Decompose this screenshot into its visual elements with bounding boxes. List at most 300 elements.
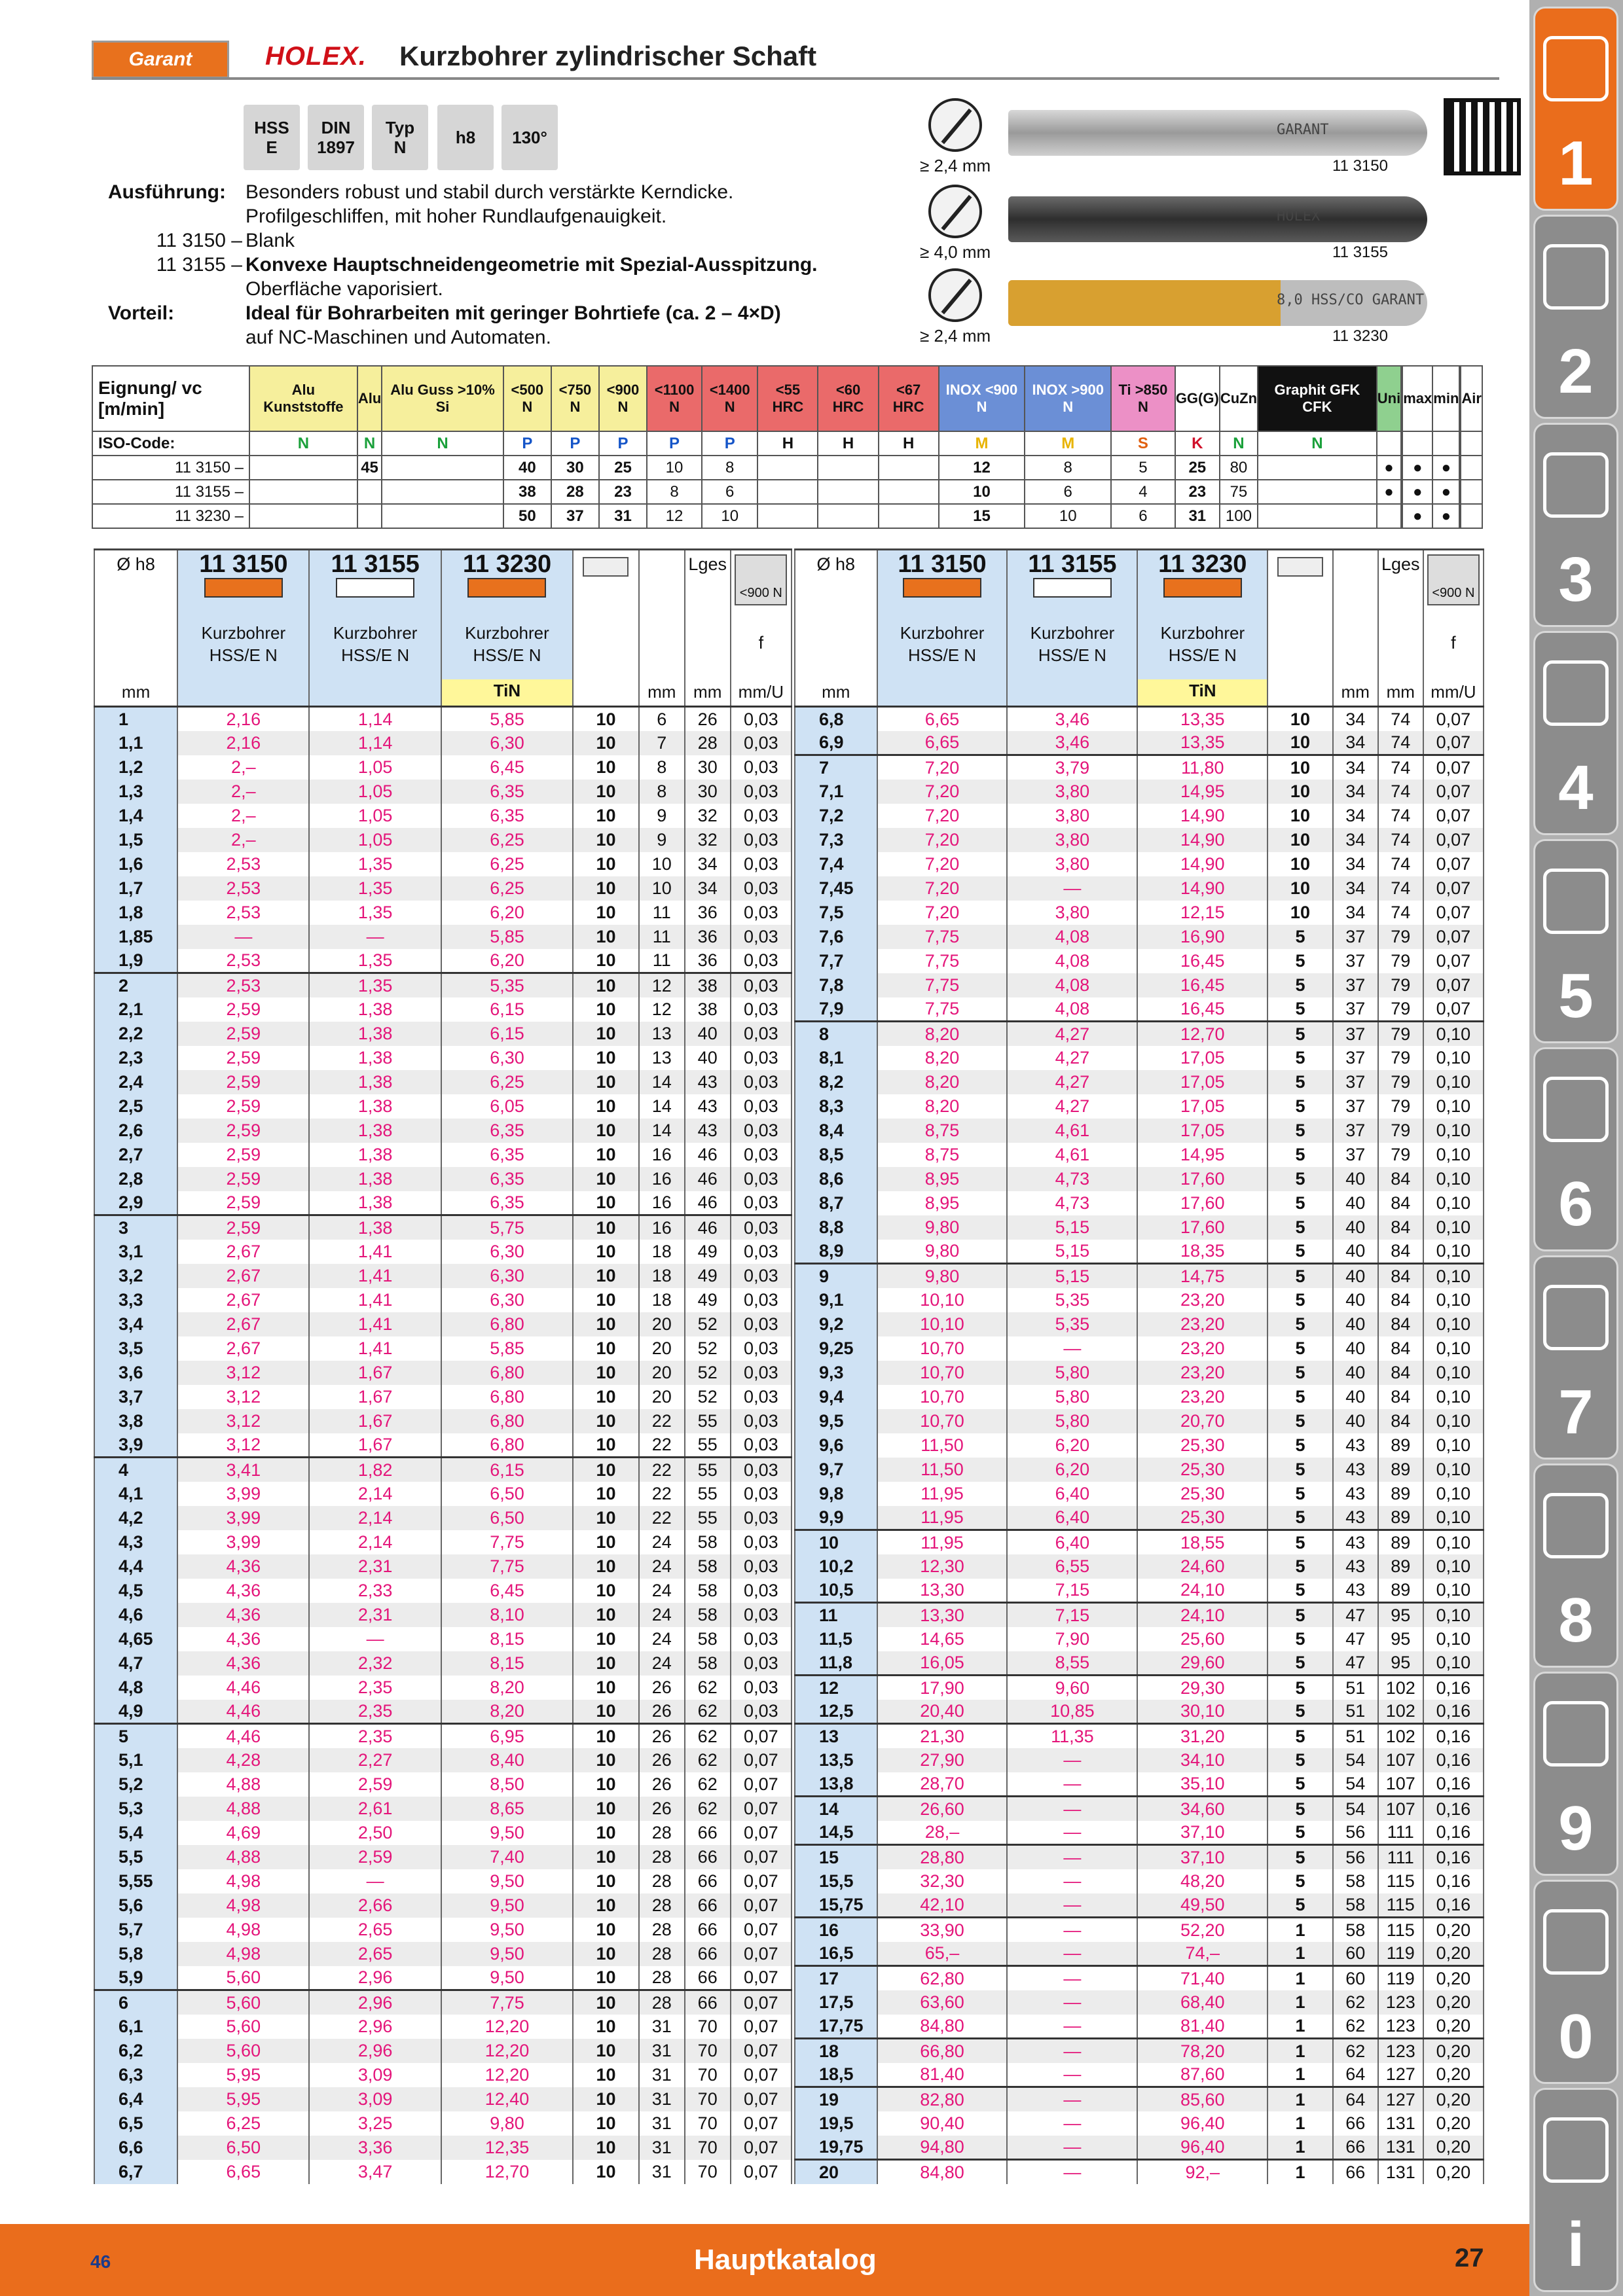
col-title: Ø h8 bbox=[117, 554, 155, 574]
table-cell: 0,16 bbox=[1423, 1869, 1484, 1893]
table-cell: 11,5 bbox=[795, 1627, 877, 1651]
suitability-table bbox=[92, 365, 1483, 529]
chapter-tab-1[interactable] bbox=[1533, 7, 1618, 211]
table-cell: 31,20 bbox=[1137, 1724, 1267, 1748]
table-cell: 4,36 bbox=[177, 1554, 309, 1579]
table-cell: 10,70 bbox=[877, 1385, 1008, 1409]
table-cell: 31 bbox=[639, 2136, 685, 2160]
table-cell: 9,50 bbox=[441, 1821, 573, 1845]
table-cell: 46 bbox=[685, 1191, 731, 1215]
table-cell: 0,03 bbox=[731, 1119, 792, 1143]
table-cell: 9,80 bbox=[441, 2111, 573, 2136]
table-cell: 0,07 bbox=[731, 1748, 792, 1772]
col-sub: mm/U bbox=[1431, 682, 1476, 702]
table-cell: 9,50 bbox=[441, 1918, 573, 1942]
table-cell: 2,59 bbox=[177, 1070, 309, 1094]
drill-code: 11 3155 bbox=[1332, 243, 1388, 261]
table-cell: 3,80 bbox=[1007, 804, 1137, 828]
table-cell: 11,8 bbox=[795, 1651, 877, 1676]
eig-value: 80 bbox=[1220, 456, 1258, 480]
table-cell: 5 bbox=[1267, 1821, 1332, 1845]
table-cell: 1,35 bbox=[309, 901, 441, 925]
table-cell: 0,03 bbox=[731, 1554, 792, 1579]
table-cell: 1 bbox=[1267, 2063, 1332, 2087]
table-cell: 11,95 bbox=[877, 1482, 1008, 1506]
table-cell: 2,65 bbox=[309, 1918, 441, 1942]
table-row bbox=[94, 2136, 792, 2160]
table-cell: 2,61 bbox=[309, 1797, 441, 1821]
table-cell: 74 bbox=[1378, 780, 1423, 804]
table-cell: 0,10 bbox=[1423, 1070, 1484, 1094]
eig-iso-label: ISO-Code: bbox=[92, 431, 249, 456]
table-cell: 66 bbox=[1333, 2160, 1378, 2184]
table-row bbox=[795, 1990, 1484, 2015]
table-cell: 23,20 bbox=[1137, 1385, 1267, 1409]
col-header bbox=[639, 550, 685, 707]
table-cell: 1,38 bbox=[309, 1119, 441, 1143]
table-cell: 89 bbox=[1378, 1482, 1423, 1506]
table-cell: 32 bbox=[685, 828, 731, 852]
table-row bbox=[94, 1966, 792, 1990]
drill-image bbox=[1008, 280, 1427, 326]
table-cell: 84,80 bbox=[877, 2160, 1008, 2184]
table-cell: — bbox=[1007, 2039, 1137, 2063]
eig-value: 12 bbox=[647, 504, 702, 528]
table-cell: 66 bbox=[685, 1966, 731, 1990]
table-cell: 9,2 bbox=[795, 1312, 877, 1336]
eig-col: CuZn bbox=[1220, 366, 1258, 431]
table-row bbox=[795, 1845, 1484, 1869]
col-title: Lges bbox=[688, 554, 727, 574]
table-cell: 5 bbox=[1267, 1385, 1332, 1409]
table-row bbox=[795, 2039, 1484, 2063]
table-cell: 4,98 bbox=[177, 1869, 309, 1893]
table-cell: 17,60 bbox=[1137, 1215, 1267, 1240]
table-cell: 0,03 bbox=[731, 804, 792, 828]
table-cell: 10 bbox=[573, 973, 639, 997]
table-cell: 34 bbox=[1333, 780, 1378, 804]
table-cell: 3,25 bbox=[309, 2111, 441, 2136]
table-cell: 16,05 bbox=[877, 1651, 1008, 1676]
table-cell: 10 bbox=[1267, 780, 1332, 804]
table-cell: 6,45 bbox=[441, 755, 573, 780]
table-cell: 10 bbox=[573, 1385, 639, 1409]
table-cell: 34 bbox=[1333, 876, 1378, 901]
table-cell: 9,50 bbox=[441, 1966, 573, 1990]
table-cell: 74 bbox=[1378, 828, 1423, 852]
qr-code-icon[interactable] bbox=[1444, 98, 1521, 175]
table-cell: 4,69 bbox=[177, 1821, 309, 1845]
table-cell: 1,05 bbox=[309, 755, 441, 780]
table-cell: 4,27 bbox=[1007, 1070, 1137, 1094]
table-cell: 0,03 bbox=[731, 1143, 792, 1167]
table-cell: 43 bbox=[1333, 1530, 1378, 1554]
table-cell: 5,3 bbox=[94, 1797, 177, 1821]
table-cell: 6,25 bbox=[441, 876, 573, 901]
table-cell: 10 bbox=[573, 1070, 639, 1094]
table-cell: — bbox=[309, 1869, 441, 1893]
table-cell: 8,5 bbox=[795, 1143, 877, 1167]
table-cell: 2,33 bbox=[309, 1579, 441, 1603]
table-cell: 55 bbox=[685, 1458, 731, 1482]
table-cell: 4,8 bbox=[94, 1676, 177, 1700]
table-cell: 10 bbox=[573, 1603, 639, 1627]
chapter-tab-5[interactable] bbox=[1533, 839, 1618, 1043]
table-cell: 8,40 bbox=[441, 1748, 573, 1772]
eig-value bbox=[879, 504, 939, 528]
table-cell: 0,16 bbox=[1423, 1893, 1484, 1918]
desc-label: 11 3150 – bbox=[156, 230, 242, 251]
table-cell: 36 bbox=[685, 949, 731, 973]
table-cell: 4,1 bbox=[94, 1482, 177, 1506]
table-cell: 3,80 bbox=[1007, 901, 1137, 925]
table-cell: 2,27 bbox=[309, 1748, 441, 1772]
table-cell: 1,41 bbox=[309, 1312, 441, 1336]
table-cell: 4,27 bbox=[1007, 1022, 1137, 1046]
chapter-number: 3 bbox=[1558, 545, 1594, 615]
table-cell: 70 bbox=[685, 2087, 731, 2111]
table-cell: 26 bbox=[639, 1748, 685, 1772]
table-cell: 0,03 bbox=[731, 1022, 792, 1046]
table-cell: 18,55 bbox=[1137, 1530, 1267, 1554]
table-cell: 5 bbox=[1267, 1046, 1332, 1070]
table-cell: 24 bbox=[639, 1554, 685, 1579]
table-cell: 36 bbox=[685, 925, 731, 949]
table-cell: 5,15 bbox=[1007, 1240, 1137, 1264]
chapter-tab-i[interactable] bbox=[1533, 2088, 1618, 2292]
col-header bbox=[177, 550, 309, 707]
table-cell: 0,16 bbox=[1423, 1821, 1484, 1845]
col-sub: Kurzbohrer HSS/E N bbox=[1030, 623, 1115, 665]
table-cell: 66 bbox=[685, 1942, 731, 1966]
table-cell: 2,67 bbox=[177, 1240, 309, 1264]
table-cell: 30,10 bbox=[1137, 1700, 1267, 1724]
table-cell: 62,80 bbox=[877, 1966, 1008, 1990]
table-cell: 0,20 bbox=[1423, 1990, 1484, 2015]
table-cell: 7,15 bbox=[1007, 1603, 1137, 1627]
table-cell: 37 bbox=[1333, 1070, 1378, 1094]
table-cell: 0,16 bbox=[1423, 1845, 1484, 1869]
table-cell: 17,05 bbox=[1137, 1119, 1267, 1143]
table-cell: 79 bbox=[1378, 1094, 1423, 1119]
chapter-tab-7[interactable] bbox=[1533, 1255, 1618, 1460]
table-row bbox=[795, 1700, 1484, 1724]
desc-text: Konvexe Hauptschneidengeometrie mit Spezial-Ausspitzung. bbox=[246, 254, 818, 276]
chapter-tab-6[interactable] bbox=[1533, 1047, 1618, 1251]
table-cell: 8,4 bbox=[795, 1119, 877, 1143]
chapter-tab-9[interactable] bbox=[1533, 1672, 1618, 1876]
table-cell: 0,07 bbox=[1423, 949, 1484, 973]
table-cell: 20,70 bbox=[1137, 1409, 1267, 1433]
table-cell: 25,30 bbox=[1137, 1433, 1267, 1458]
table-cell: 7,15 bbox=[1007, 1579, 1137, 1603]
table-cell: 1,9 bbox=[94, 949, 177, 973]
table-cell: 1,67 bbox=[309, 1409, 441, 1433]
table-cell: 24 bbox=[639, 1579, 685, 1603]
eig-value bbox=[382, 480, 503, 504]
table-row bbox=[795, 1869, 1484, 1893]
table-cell: 10 bbox=[573, 2111, 639, 2136]
table-cell: 115 bbox=[1378, 1918, 1423, 1942]
table-cell: 1 bbox=[1267, 2136, 1332, 2160]
table-row bbox=[94, 1869, 792, 1893]
table-cell: 37 bbox=[1333, 997, 1378, 1022]
table-cell: 10 bbox=[573, 925, 639, 949]
table-cell: 16,45 bbox=[1137, 949, 1267, 973]
table-cell: 79 bbox=[1378, 1022, 1423, 1046]
table-cell: 10 bbox=[573, 1772, 639, 1797]
table-cell: 92,– bbox=[1137, 2160, 1267, 2184]
table-row bbox=[795, 1530, 1484, 1554]
table-cell: 37 bbox=[1333, 1046, 1378, 1070]
table-cell: 24,10 bbox=[1137, 1603, 1267, 1627]
eig-value bbox=[1461, 480, 1482, 504]
table-cell: 0,03 bbox=[731, 707, 792, 731]
eig-value bbox=[382, 504, 503, 528]
table-cell: 26,60 bbox=[877, 1797, 1008, 1821]
table-cell: 56 bbox=[1333, 1845, 1378, 1869]
table-cell: 2,96 bbox=[309, 1990, 441, 2015]
table-cell: 1,38 bbox=[309, 1191, 441, 1215]
table-cell: 2,5 bbox=[94, 1094, 177, 1119]
table-cell: 82,80 bbox=[877, 2087, 1008, 2111]
eig-value: 8 bbox=[702, 456, 757, 480]
table-cell: 7 bbox=[639, 731, 685, 755]
table-cell: 0,07 bbox=[731, 1966, 792, 1990]
table-cell: 123 bbox=[1378, 2015, 1423, 2039]
table-cell: 1,7 bbox=[94, 876, 177, 901]
table-cell: 8,55 bbox=[1007, 1651, 1137, 1676]
table-cell: 52 bbox=[685, 1385, 731, 1409]
eig-col: <60 HRC bbox=[818, 366, 878, 431]
table-cell: 84 bbox=[1378, 1385, 1423, 1409]
table-row bbox=[795, 1627, 1484, 1651]
col-title: 11 3230 bbox=[1158, 550, 1247, 578]
col-sub: Kurzbohrer HSS/E N bbox=[333, 623, 418, 665]
table-row bbox=[94, 1119, 792, 1143]
table-cell: 40 bbox=[1333, 1215, 1378, 1240]
col-sub: mm bbox=[693, 682, 722, 702]
table-cell: 10 bbox=[573, 1240, 639, 1264]
table-cell: 4,08 bbox=[1007, 997, 1137, 1022]
table-cell: 62 bbox=[685, 1676, 731, 1700]
table-cell: 3,36 bbox=[309, 2136, 441, 2160]
table-cell: 58 bbox=[1333, 1918, 1378, 1942]
table-header-row bbox=[94, 550, 792, 707]
table-cell: 49,50 bbox=[1137, 1893, 1267, 1918]
col-title: 11 3155 bbox=[331, 550, 420, 578]
table-row bbox=[795, 1748, 1484, 1772]
table-cell: 26 bbox=[639, 1797, 685, 1821]
table-cell: 6,30 bbox=[441, 1046, 573, 1070]
table-cell: 55 bbox=[685, 1482, 731, 1506]
table-row bbox=[795, 1215, 1484, 1240]
table-cell: 62 bbox=[685, 1700, 731, 1724]
table-cell: — bbox=[1007, 1990, 1137, 2015]
table-cell: 7,75 bbox=[441, 1990, 573, 2015]
table-cell: 7,2 bbox=[795, 804, 877, 828]
table-cell: 28,– bbox=[877, 1821, 1008, 1845]
table-cell: 0,07 bbox=[731, 1772, 792, 1797]
table-row bbox=[94, 1918, 792, 1942]
table-cell: 4,98 bbox=[177, 1918, 309, 1942]
table-row bbox=[795, 1966, 1484, 1990]
table-cell: 79 bbox=[1378, 973, 1423, 997]
table-cell: 55 bbox=[685, 1433, 731, 1458]
table-row bbox=[795, 925, 1484, 949]
table-cell: 5,7 bbox=[94, 1918, 177, 1942]
table-cell: 0,10 bbox=[1423, 1433, 1484, 1458]
table-cell: — bbox=[309, 1627, 441, 1651]
spec-badge bbox=[437, 105, 494, 170]
table-row bbox=[795, 1361, 1484, 1385]
table-cell: 74 bbox=[1378, 755, 1423, 780]
table-cell: 74 bbox=[1378, 707, 1423, 731]
coating-label: TiN bbox=[442, 679, 572, 706]
table-cell: 2,59 bbox=[177, 997, 309, 1022]
table-cell: 2,35 bbox=[309, 1700, 441, 1724]
table-cell: 7,75 bbox=[441, 1530, 573, 1554]
table-cell: 0,07 bbox=[731, 1724, 792, 1748]
table-cell: 123 bbox=[1378, 1990, 1423, 2015]
col-sub: mm bbox=[1341, 682, 1370, 702]
table-cell: 12,20 bbox=[441, 2063, 573, 2087]
table-cell: 0,10 bbox=[1423, 1312, 1484, 1336]
table-cell: 26 bbox=[639, 1676, 685, 1700]
table-cell: 1,82 bbox=[309, 1458, 441, 1482]
table-cell: 2,31 bbox=[309, 1554, 441, 1579]
table-cell: 1,38 bbox=[309, 1143, 441, 1167]
col-header bbox=[1333, 550, 1378, 707]
chapter-tab-2[interactable] bbox=[1533, 215, 1618, 419]
table-cell: 6,2 bbox=[94, 2039, 177, 2063]
table-cell: 43 bbox=[1333, 1554, 1378, 1579]
eig-iso: N bbox=[1220, 431, 1258, 456]
holex-logo: HOLEX. bbox=[265, 42, 367, 71]
table-cell: 7,20 bbox=[877, 755, 1008, 780]
table-cell: 17,05 bbox=[1137, 1094, 1267, 1119]
chapter-tab-3[interactable] bbox=[1533, 423, 1618, 627]
table-cell: 40 bbox=[685, 1046, 731, 1070]
table-cell: 0,03 bbox=[731, 731, 792, 755]
table-cell: 9,80 bbox=[877, 1240, 1008, 1264]
table-cell: 2,53 bbox=[177, 852, 309, 876]
col-header bbox=[1007, 550, 1137, 707]
chapter-tab-0[interactable] bbox=[1533, 1880, 1618, 2084]
eig-value: 31 bbox=[599, 504, 647, 528]
table-cell: 8,9 bbox=[795, 1240, 877, 1264]
table-cell: 1,35 bbox=[309, 852, 441, 876]
table-cell: 1,5 bbox=[94, 828, 177, 852]
table-row bbox=[94, 1821, 792, 1845]
table-cell: 6,80 bbox=[441, 1433, 573, 1458]
table-cell: 62 bbox=[1333, 2015, 1378, 2039]
table-cell: 22 bbox=[639, 1482, 685, 1506]
table-cell: 2,50 bbox=[309, 1821, 441, 1845]
table-cell: 5 bbox=[1267, 1240, 1332, 1264]
table-cell: 9 bbox=[795, 1264, 877, 1288]
table-cell: 18,5 bbox=[795, 2063, 877, 2087]
table-cell: 5 bbox=[1267, 1627, 1332, 1651]
table-cell: 28,80 bbox=[877, 1845, 1008, 1869]
table-cell: 84 bbox=[1378, 1361, 1423, 1385]
col-sub: Kurzbohrer HSS/E N bbox=[1160, 623, 1245, 665]
table-row bbox=[94, 1409, 792, 1433]
table-cell: 5,85 bbox=[441, 1336, 573, 1361]
table-row bbox=[94, 1724, 792, 1748]
table-cell: 2,1 bbox=[94, 997, 177, 1022]
table-cell: 7,3 bbox=[795, 828, 877, 852]
table-cell: 5 bbox=[1267, 1264, 1332, 1288]
table-row bbox=[94, 731, 792, 755]
table-cell: 8,20 bbox=[441, 1700, 573, 1724]
table-cell: 35,10 bbox=[1137, 1772, 1267, 1797]
eig-iso: H bbox=[818, 431, 878, 456]
table-cell: 5,95 bbox=[177, 2063, 309, 2087]
table-cell: 4,98 bbox=[177, 1893, 309, 1918]
desc-label: 11 3155 – bbox=[156, 254, 242, 276]
eig-iso: P bbox=[503, 431, 551, 456]
table-cell: 2,– bbox=[177, 755, 309, 780]
table-cell: 6 bbox=[94, 1990, 177, 2015]
table-cell: 74,– bbox=[1137, 1942, 1267, 1966]
table-cell: 3,46 bbox=[1007, 707, 1137, 731]
table-cell: 3,80 bbox=[1007, 780, 1137, 804]
table-cell: 0,07 bbox=[731, 2063, 792, 2087]
chapter-tab-4[interactable] bbox=[1533, 631, 1618, 835]
table-cell: 0,03 bbox=[731, 876, 792, 901]
table-cell: 26 bbox=[639, 1772, 685, 1797]
table-cell: 1,38 bbox=[309, 1046, 441, 1070]
table-cell: 0,07 bbox=[731, 2111, 792, 2136]
table-cell: 20 bbox=[639, 1385, 685, 1409]
table-row bbox=[795, 876, 1484, 901]
eig-value: 28 bbox=[551, 480, 599, 504]
chapter-tab-8[interactable] bbox=[1533, 1463, 1618, 1668]
eig-value: 12 bbox=[939, 456, 1025, 480]
table-cell: 7,20 bbox=[877, 780, 1008, 804]
table-cell: 10 bbox=[573, 876, 639, 901]
table-cell: 0,16 bbox=[1423, 1700, 1484, 1724]
badge-line: h8 bbox=[455, 128, 476, 147]
col-title: Ø h8 bbox=[816, 554, 856, 574]
eig-col: <1100 N bbox=[647, 366, 702, 431]
table-cell: 6,25 bbox=[177, 2111, 309, 2136]
eig-value bbox=[818, 480, 878, 504]
table-row bbox=[94, 1094, 792, 1119]
table-cell: 4,08 bbox=[1007, 949, 1137, 973]
table-cell: 0,07 bbox=[1423, 804, 1484, 828]
table-cell: 17,05 bbox=[1137, 1070, 1267, 1094]
table-cell: 17,60 bbox=[1137, 1167, 1267, 1191]
eig-value bbox=[757, 504, 818, 528]
table-cell: 0,03 bbox=[731, 1651, 792, 1676]
table-cell: 107 bbox=[1378, 1797, 1423, 1821]
table-cell: 2,8 bbox=[94, 1167, 177, 1191]
table-cell: 14,95 bbox=[1137, 780, 1267, 804]
table-row bbox=[795, 1191, 1484, 1215]
table-cell: 2,59 bbox=[309, 1845, 441, 1869]
chapter-icon bbox=[1543, 1077, 1609, 1142]
table-cell: 26 bbox=[639, 1700, 685, 1724]
table-cell: 1,41 bbox=[309, 1288, 441, 1312]
table-cell: 25,30 bbox=[1137, 1506, 1267, 1530]
col-header bbox=[94, 550, 177, 707]
table-cell: 5 bbox=[1267, 1409, 1332, 1433]
table-cell: 58 bbox=[685, 1554, 731, 1579]
table-cell: 4,9 bbox=[94, 1700, 177, 1724]
table-cell: 37,10 bbox=[1137, 1821, 1267, 1845]
